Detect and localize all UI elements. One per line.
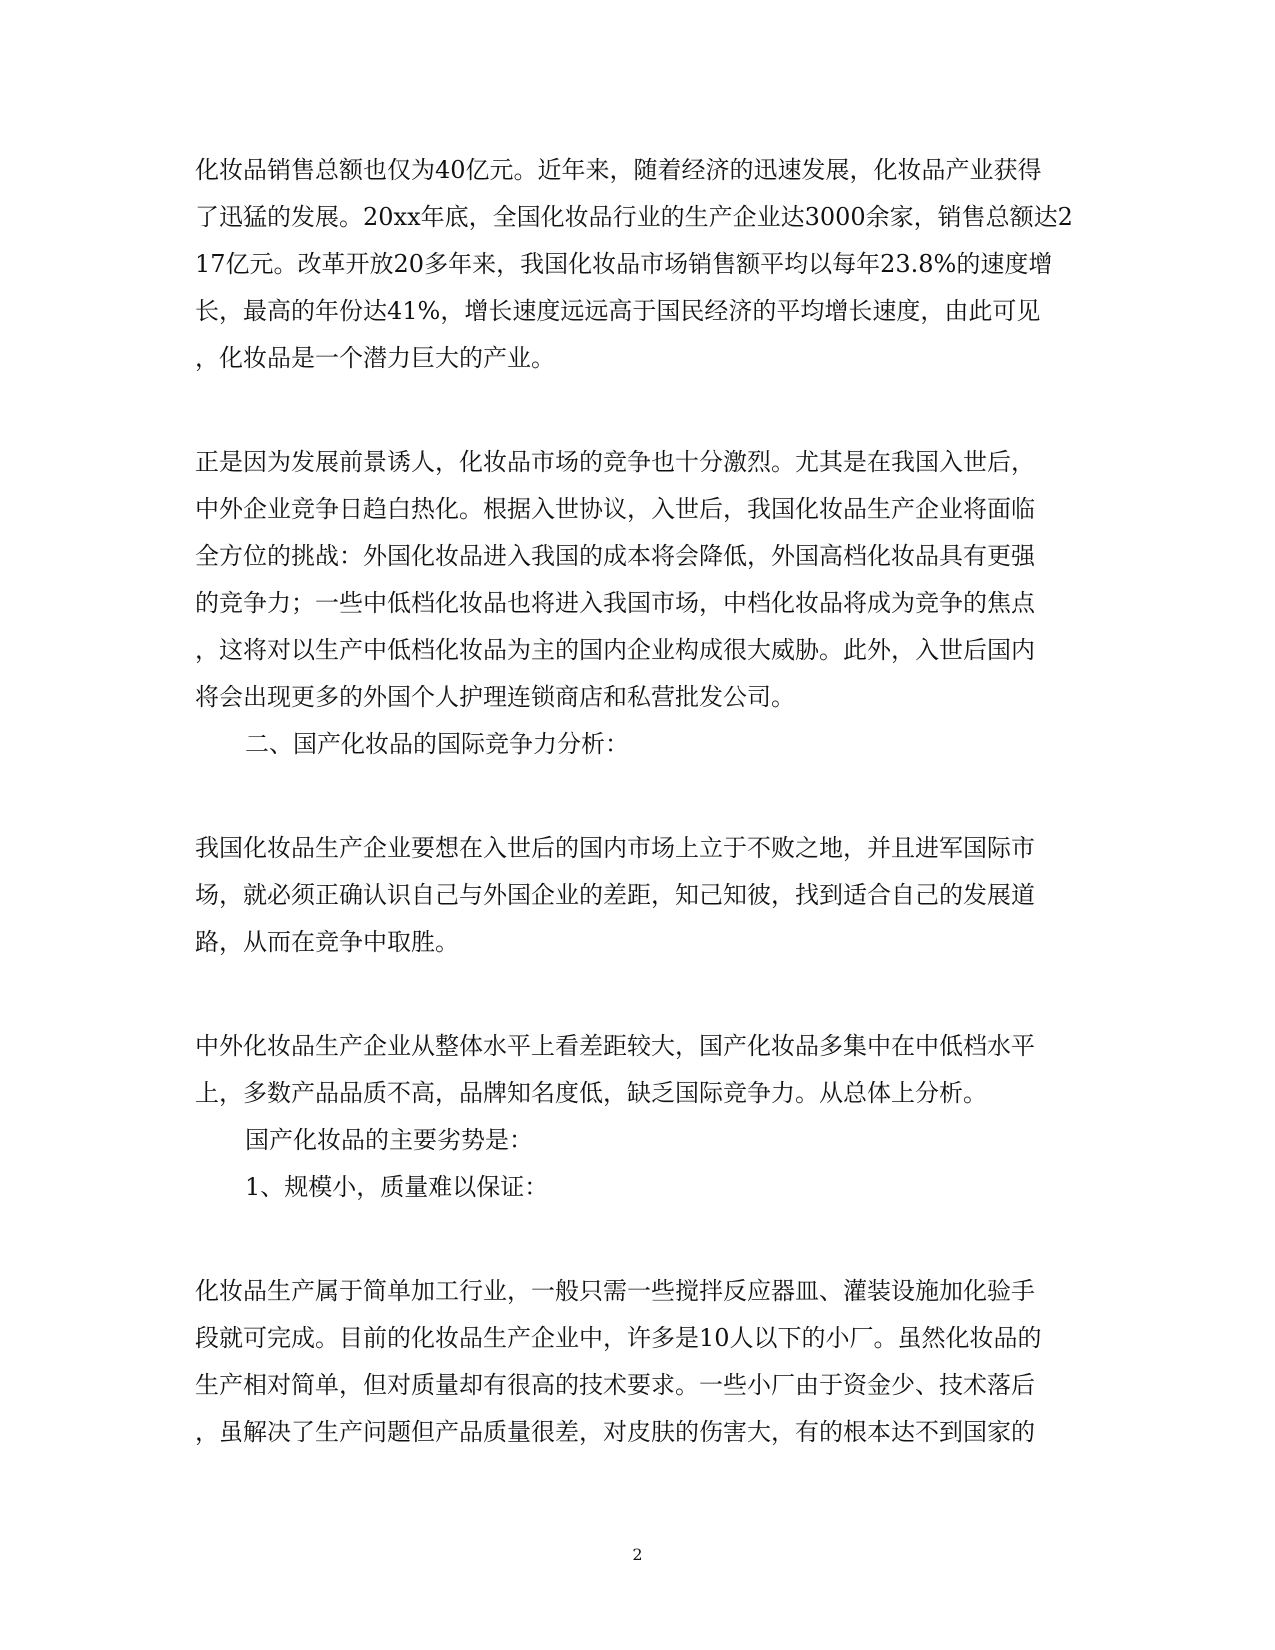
list-item-heading: 1、规模小，质量难以保证： bbox=[245, 1173, 549, 1201]
body-text-line: ，虽解决了生产问题但产品质量很差，对皮肤的伤害大，有的根本达不到国家的 bbox=[195, 1418, 1035, 1446]
body-text-line: ，化妆品是一个潜力巨大的产业。 bbox=[195, 344, 555, 372]
body-text-line: 场，就必须正确认识自己与外国企业的差距，知己知彼，找到适合自己的发展道 bbox=[195, 881, 1035, 909]
body-text-line: 了迅猛的发展。20xx年底，全国化妆品行业的生产企业达3000余家，销售总额达2 bbox=[195, 203, 1073, 231]
body-text-line: 上，多数产品品质不高，品牌知名度低，缺乏国际竞争力。从总体上分析。 bbox=[195, 1079, 987, 1107]
body-text-line: 化妆品销售总额也仅为40亿元。近年来，随着经济的迅速发展，化妆品产业获得 bbox=[195, 156, 1042, 184]
body-text-line: 我国化妆品生产企业要想在入世后的国内市场上立于不败之地，并且进军国际市 bbox=[195, 834, 1035, 862]
body-text-line: 生产相对简单，但对质量却有很高的技术要求。一些小厂由于资金少、技术落后 bbox=[195, 1371, 1035, 1399]
body-text-line: 正是因为发展前景诱人，化妆品市场的竞争也十分激烈。尤其是在我国入世后， bbox=[195, 448, 1035, 476]
body-text-line: 的竞争力；一些中低档化妆品也将进入我国市场，中档化妆品将成为竞争的焦点 bbox=[195, 589, 1035, 617]
page-number: 2 bbox=[632, 1545, 643, 1564]
body-text-line: 长，最高的年份达41%，增长速度远远高于国民经济的平均增长速度，由此可见 bbox=[195, 297, 1041, 325]
body-text-line: 化妆品生产属于简单加工行业，一般只需一些搅拌反应器皿、灌装设施加化验手 bbox=[195, 1277, 1035, 1305]
body-text-line: 段就可完成。目前的化妆品生产企业中，许多是10人以下的小厂。虽然化妆品的 bbox=[195, 1324, 1042, 1352]
body-text-line: 将会出现更多的外国个人护理连锁商店和私营批发公司。 bbox=[195, 683, 795, 711]
body-text-line: 路，从而在竞争中取胜。 bbox=[195, 928, 459, 956]
body-text-line: 全方位的挑战：外国化妆品进入我国的成本将会降低，外国高档化妆品具有更强 bbox=[195, 542, 1035, 570]
body-text-line: 中外化妆品生产企业从整体水平上看差距较大，国产化妆品多集中在中低档水平 bbox=[195, 1032, 1035, 1060]
subheading: 国产化妆品的主要劣势是： bbox=[245, 1126, 533, 1154]
body-text-line: 中外企业竞争日趋白热化。根据入世协议，入世后，我国化妆品生产企业将面临 bbox=[195, 495, 1035, 523]
body-text-line: ，这将对以生产中低档化妆品为主的国内企业构成很大威胁。此外，入世后国内 bbox=[195, 636, 1035, 664]
section-heading: 二、国产化妆品的国际竞争力分析： bbox=[245, 730, 629, 758]
body-text-line: 17亿元。改革开放20多年来，我国化妆品市场销售额平均以每年23.8%的速度增 bbox=[195, 250, 1053, 278]
